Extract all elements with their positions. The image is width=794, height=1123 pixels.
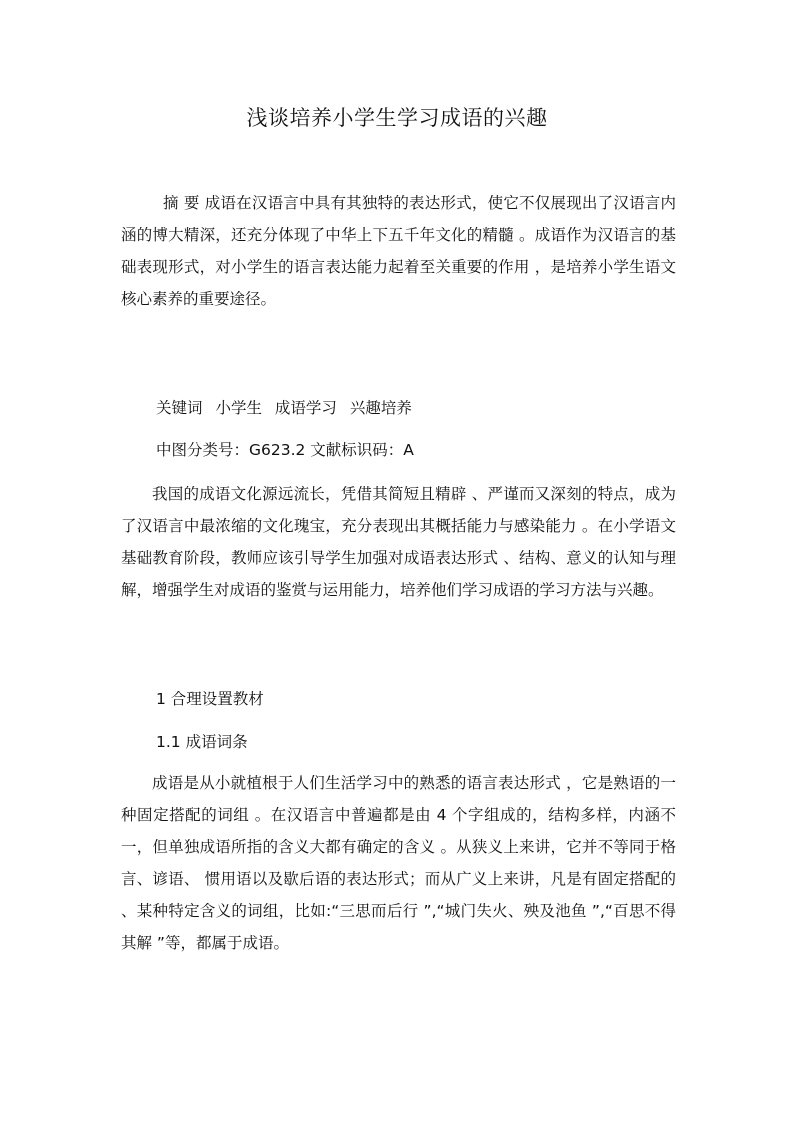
keyword-item: 成语学习 [274,399,337,417]
section-heading-1: 1 合理设置教材 [156,690,264,708]
section-heading-1-1: 1.1 成语词条 [156,733,248,751]
abstract-paragraph: 摘 要 成语在汉语言中具有其独特的表达形式，使它不仅展现出了汉语言内涵的博大精深，还充分体现了中华上下五千年文化的精髓 。成语作为汉语言的基础表现形式，对小学生的语言表达能力起着至关重要的作用 ，是培养小学生语文核心素养的重要途径。 [121,194,676,308]
body-paragraph-2: 成语是从小就植根于人们生活学习中的熟悉的语言表达形式 ，它是熟语的一种固定搭配的词组 。在汉语言中普遍都是由 4 个字组成的，结构多样，内涵不一，但单独成语所指的含义大都有确定的含义 。从狭义上来讲，它并不等同于格言、谚语、 惯用语以及歇后语的表达形式；而从广义上来讲，凡是有固定搭配的 、某种特定含义的词组，比如:“三思而后行 ”,“城门失火、殃及池鱼 ”,“百思不得其解 ”等，都属于成语。 [121,774,676,952]
classification-line: 中图分类号：G623.2 文献标识码：A [156,441,414,459]
keyword-item: 兴趣培养 [349,399,412,417]
body-paragraph-1: 我国的成语文化源远流长，凭借其简短且精辟 、严谨而又深刻的特点，成为了汉语言中最浓缩的文化瑰宝，充分表现出其概括能力与感染能力 。在小学语文基础教育阶段，教师应该引导学生加强对成语表达形式 、结构、意义的认知与理解，增强学生对成语的鉴赏与运用能力，培养他们学习成语的学习方法与兴趣。 [121,485,676,599]
keywords-label: 关键词 [156,399,203,417]
keywords-line [156,396,412,420]
document-title: 浅谈培养小学生学习成语的兴趣 [246,106,548,130]
keyword-item: 小学生 [215,399,262,417]
